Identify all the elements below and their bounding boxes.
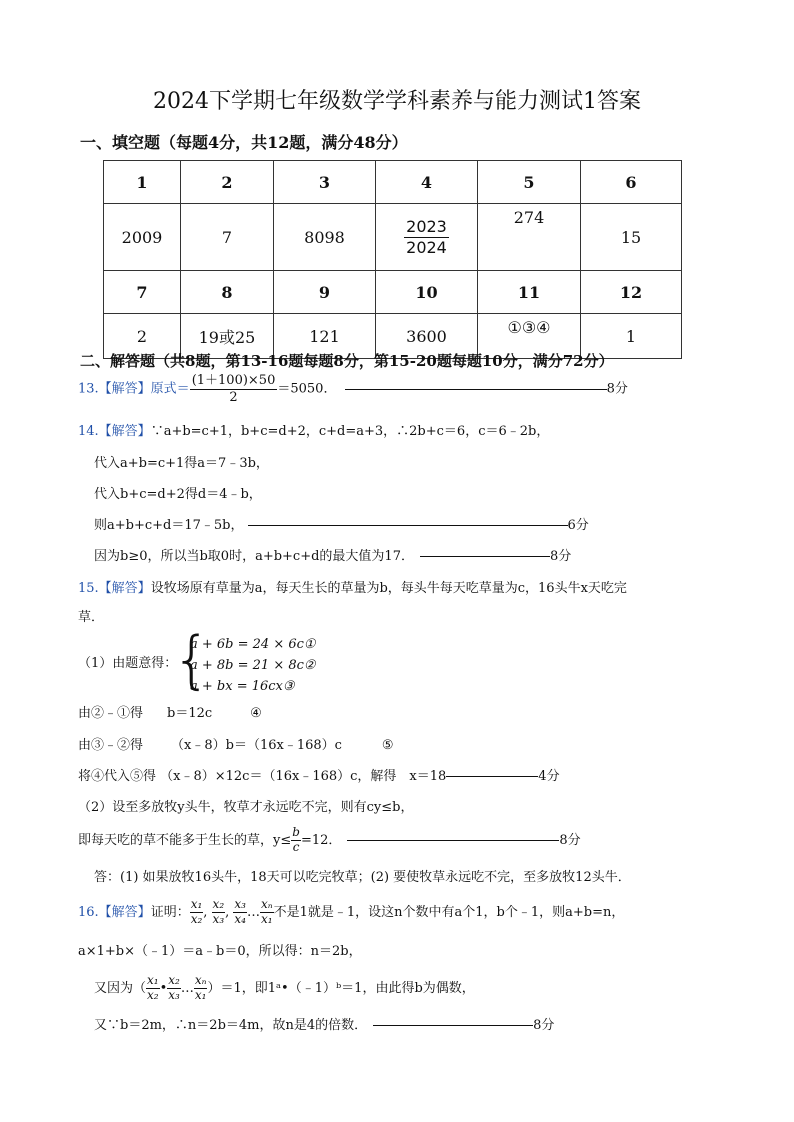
- q14-line5-text: 因为b≥0，所以当b取0时，a+b+c+d的最大值为17．: [94, 549, 414, 564]
- fraction-numerator: x₂: [168, 973, 180, 987]
- fraction-numerator: b: [292, 825, 300, 839]
- q15-part2b: [78, 826, 581, 855]
- q14-line2: 代入a+b=c+1得a＝7﹣3b，: [94, 456, 269, 471]
- fraction-numerator: x₃: [234, 897, 246, 911]
- q15-part2b-b: =12．: [300, 832, 342, 848]
- q15-step3: [78, 765, 560, 784]
- table-cell: 2: [104, 314, 181, 359]
- q16-line1-text: 不是1就是﹣1，设这n个数中有a个1，b个﹣1，则a+b=n，: [273, 904, 625, 920]
- score-leader: [345, 389, 607, 390]
- ratio-fraction: [194, 974, 208, 1003]
- section2-heading: 二、解答题（共8题，第13-16题每题8分，第15-20题每题10分，满分72分）: [80, 352, 614, 370]
- q14-line4-text: 则a+b+c+d＝17﹣5b，: [94, 518, 244, 533]
- q14-score4: 6分: [567, 518, 589, 533]
- table-header-cell: 4: [376, 161, 478, 204]
- section1-heading: 一、填空题（每题4分，共12题，满分48分）: [80, 133, 408, 152]
- q15-part2b-a: 即每天吃的草不能多于生长的草，y≤: [78, 832, 292, 848]
- ratio-fraction: [260, 898, 274, 927]
- system-brace: {: [172, 623, 212, 696]
- q15-label: 15.【解答】: [78, 581, 151, 596]
- table-header-cell: 12: [581, 271, 682, 314]
- fraction-denominator: x₃: [212, 911, 225, 926]
- table-cell: 121: [274, 314, 376, 359]
- fraction-denominator: x₁: [194, 987, 207, 1002]
- table-cell: 274: [478, 204, 581, 271]
- fraction-denominator: x₄: [234, 911, 246, 926]
- q15-answer: 答：(1) 如果放牧16头牛，18天可以吃完牧草；(2) 要使牧草永远吃不完，至多放牧12头牛．: [94, 870, 631, 885]
- fraction-numerator: x₁: [147, 973, 159, 987]
- fraction-numerator: x₁: [190, 897, 203, 911]
- table-cell: 15: [581, 204, 682, 271]
- table-header-cell: 8: [181, 271, 274, 314]
- q16-line3: 又因为（ $\frac{\text{x₁}}{\text{x₂}}$ • $\frac{\text{x₂}}{\text{x₃}}$ … $\frac{\text{xₙ}}{\text{x₁}}$ ）＝1，即1ᵃ•（﹣1）ᵇ＝1，由此得b为偶数，: [94, 973, 475, 1002]
- q14-label: 14.【解答】: [78, 424, 151, 439]
- q15-intro-text: 设牧场原有草量为a，每天生长的草量为b，每头牛每天吃草量为c，16头牛x天吃完: [150, 581, 627, 596]
- q15-intro2: 草．: [78, 610, 105, 625]
- table-row: [104, 271, 682, 314]
- q13-numerator: (1＋100)×50: [191, 373, 276, 388]
- q14-line5: [94, 545, 571, 564]
- ratio-fraction: [190, 898, 204, 927]
- ratio-fraction: [212, 898, 226, 927]
- q15-step1-a: 由②﹣①得: [78, 706, 144, 721]
- page-title: 2024下学期七年级数学学科素养与能力测试1答案: [153, 89, 641, 114]
- q15-step1-b: b＝12c: [167, 706, 213, 721]
- table-cell: 1: [581, 314, 682, 359]
- table-header-cell: 1: [104, 161, 181, 204]
- fraction-numerator: xₙ: [194, 973, 207, 987]
- equation-1: a + 6b = 24 × 6c①: [190, 637, 316, 652]
- q14-text: ∵a+b=c+1，b+c=d+2，c+d=a+3，∴2b+c＝6，c＝6﹣2b，: [150, 424, 550, 439]
- table-header-cell: 6: [581, 161, 682, 204]
- score-leader: [347, 840, 559, 841]
- table-cell: 8098: [274, 204, 376, 271]
- table-cell: 3600: [376, 314, 478, 359]
- equation-3: a + bx = 16cx③: [190, 679, 295, 694]
- q16-score: 8分: [533, 1018, 555, 1033]
- equation-2: a + 8b = 21 × 8c②: [190, 658, 316, 673]
- q15-step2: [78, 734, 394, 753]
- table-header-cell: 9: [274, 271, 376, 314]
- score-leader: [248, 525, 568, 526]
- q4-numerator: 2023: [406, 217, 447, 237]
- score-leader: [446, 776, 538, 777]
- q16-line1: 16.【解答】证明： $\frac{\text{x₁}}{\text{x₂}}$ , $\frac{\text{x₂}}{\text{x₃}}$ , $\frac{\text{x₃}}{\text{x₄}}$ … $\frac{\text{xₙ}}{\text{x₁}}$ 不是1就是﹣1，设这n个数中有a个1，b个﹣1，则a+b=n，: [78, 897, 625, 926]
- q13-line: [78, 373, 628, 405]
- q13-label: 13.【解答】原式＝: [78, 381, 190, 397]
- q16-line4: [94, 1014, 554, 1033]
- score-leader: [373, 1025, 533, 1026]
- q16-line2: a×1+b×（﹣1）＝a﹣b＝0，所以得：n＝2b，: [78, 944, 362, 959]
- q13-denominator: 2: [229, 389, 238, 405]
- score-leader: [420, 556, 550, 557]
- table-header-cell: 2: [181, 161, 274, 204]
- table-row: [104, 204, 682, 271]
- table-cell: 2009: [104, 204, 181, 271]
- q4-denominator: 2024: [406, 237, 447, 257]
- table-row: [104, 161, 682, 204]
- fraction-denominator: c: [292, 839, 300, 854]
- q16-line3-b: ）＝1，即1ᵃ•（﹣1）ᵇ＝1，由此得b为偶数，: [207, 980, 475, 996]
- table-header-cell: 11: [478, 271, 581, 314]
- q15-step3-text: 将④代入⑤得 （x﹣8）×12c＝（16x﹣168）c，解得 x＝18: [78, 769, 447, 784]
- fraction-denominator: x₂: [190, 911, 203, 926]
- fraction-denominator: x₁: [261, 911, 273, 926]
- q16-line3-a: 又因为（: [94, 980, 147, 996]
- q15-step2-a: 由③﹣②得: [78, 738, 144, 753]
- q13-result: ＝5050．: [277, 381, 337, 397]
- q14-score5: 8分: [549, 549, 572, 564]
- q14-line4: [94, 514, 589, 533]
- q15-part1-label: （1）由题意得：: [78, 656, 178, 671]
- q13-score: 8分: [606, 381, 628, 397]
- q16-line4-text: 又∵b＝2m，∴n＝2b＝4m，故n是4的倍数．: [94, 1018, 368, 1033]
- q15-score-p2: 8分: [559, 832, 581, 848]
- q15-score3: 4分: [538, 769, 560, 784]
- q14-line1: [78, 420, 549, 439]
- fraction-denominator: x₃: [168, 987, 180, 1002]
- fraction-denominator: x₂: [147, 987, 159, 1002]
- table-cell: ①③④: [478, 314, 581, 359]
- table-cell-fraction: [376, 204, 478, 271]
- equation-system: [190, 634, 316, 697]
- q15-step1: [78, 702, 262, 721]
- fraction-numerator: xₙ: [260, 897, 273, 911]
- answer-table: [103, 160, 682, 359]
- ratio-fraction: [146, 974, 160, 1003]
- q16-proof-label: 证明：: [150, 904, 190, 920]
- fraction-numerator: x₂: [212, 897, 225, 911]
- q15-intro: [78, 577, 627, 596]
- q13-fraction: [190, 373, 278, 405]
- q15-part2: （2）设至多放牧y头牛，牧草才永远吃不完，则有cy≤b，: [78, 800, 414, 815]
- table-cell: 7: [181, 204, 274, 271]
- ratio-fraction: [167, 974, 181, 1003]
- table-header-cell: 10: [376, 271, 478, 314]
- q14-line3: 代入b+c=d+2得d＝4﹣b，: [94, 487, 262, 502]
- table-header-cell: 5: [478, 161, 581, 204]
- q4-fraction: [404, 217, 449, 256]
- table-header-cell: 3: [274, 161, 376, 204]
- b-over-c-fraction: [291, 826, 301, 855]
- q15-step2-c: ⑤: [381, 738, 394, 753]
- q15-step1-c: ④: [250, 706, 262, 721]
- table-header-cell: 7: [104, 271, 181, 314]
- q15-step2-b: （x﹣8）b＝（16x﹣168）c: [171, 738, 342, 753]
- q16-label: 16.【解答】: [78, 904, 151, 920]
- ratio-fraction: [233, 898, 247, 927]
- table-cell: 19或25: [181, 314, 274, 359]
